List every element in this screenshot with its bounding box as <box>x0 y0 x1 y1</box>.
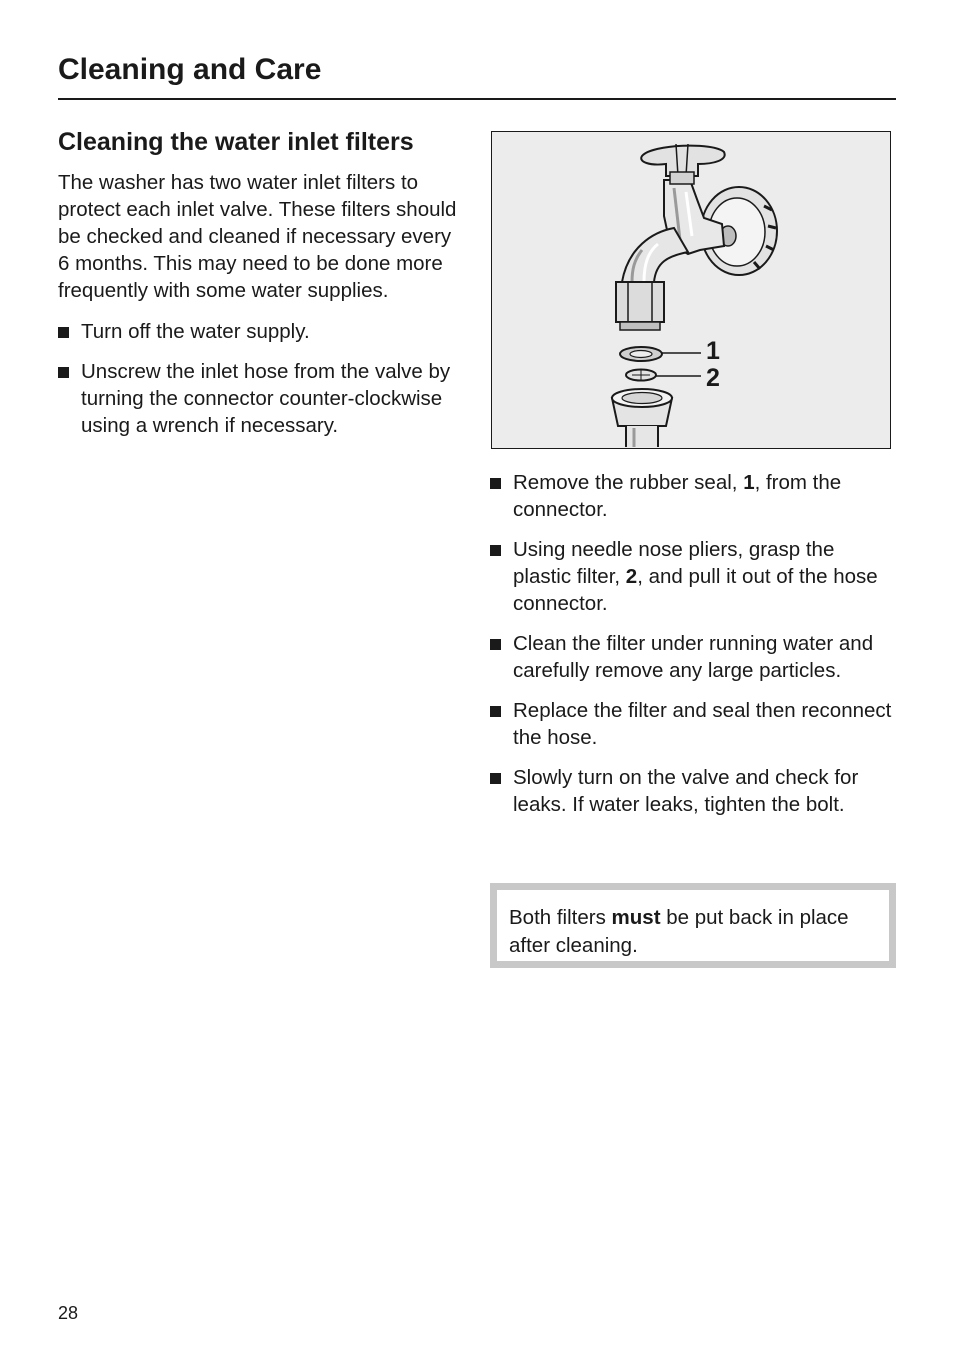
right-step-list <box>490 469 896 818</box>
bullet-square-icon <box>58 327 69 338</box>
step-callout-ref: 2 <box>625 565 638 588</box>
bullet-square-icon <box>490 478 501 489</box>
step-callout-ref: 1 <box>743 471 755 494</box>
faucet-hose-illustration <box>492 132 889 447</box>
title-divider <box>58 98 896 100</box>
right-column <box>490 469 896 831</box>
intro-paragraph: The washer has two water inlet filters to protect each inlet valve. These filters should be checked and cleaned if necessary every 6 months. This may need to be done more frequently with some water supplies. <box>58 171 457 302</box>
note-emphasis: must <box>611 906 661 929</box>
section-heading: Cleaning the water inlet filters <box>58 128 414 156</box>
rubber-seal <box>620 347 662 361</box>
step-text: Unscrew the inlet hose from the valve by turning the connector counter-clockwise using a wrench if necessary. <box>81 360 451 437</box>
left-step-list <box>58 318 468 439</box>
step-text: Clean the filter under running water and carefully remove any large particles. <box>513 632 874 682</box>
step-text-after: , from the connector. <box>513 471 842 521</box>
list-item <box>490 697 896 751</box>
bullet-square-icon <box>490 639 501 650</box>
list-item <box>58 358 468 439</box>
note-text-before: Both filters <box>509 906 612 929</box>
note-text-after: be put back in place after cleaning. <box>509 906 849 957</box>
list-item <box>490 536 896 617</box>
page-title: Cleaning and Care <box>58 53 322 86</box>
step-text-after: , and pull it out of the hose connector. <box>513 565 878 615</box>
list-item <box>58 318 468 345</box>
bullet-square-icon <box>58 367 69 378</box>
step-text-before: Remove the rubber seal, <box>513 471 744 494</box>
callout-label-1: 1 <box>706 337 720 365</box>
note-box <box>490 883 896 968</box>
step-text: Turn off the water supply. <box>81 320 310 343</box>
threaded-outlet <box>616 282 664 330</box>
bullet-square-icon <box>490 706 501 717</box>
bullet-square-icon <box>490 773 501 784</box>
valve-handle <box>641 144 724 184</box>
bullet-square-icon <box>490 545 501 556</box>
valve-filter-illustration <box>491 131 891 449</box>
hose-connector <box>612 389 672 447</box>
step-text: Replace the filter and seal then reconnect the hose. <box>513 699 892 749</box>
step-text: Slowly turn on the valve and check for leaks. If water leaks, tighten the bolt. <box>513 766 859 816</box>
list-item <box>490 469 896 523</box>
plastic-filter <box>626 370 656 381</box>
left-column <box>58 169 468 452</box>
step-text-before: Using needle nose pliers, grasp the plastic filter, <box>513 538 835 588</box>
list-item <box>490 630 896 684</box>
page-number: 28 <box>58 1303 79 1323</box>
list-item <box>490 764 896 818</box>
spout-elbow <box>622 228 688 282</box>
callout-label-2: 2 <box>706 364 720 392</box>
